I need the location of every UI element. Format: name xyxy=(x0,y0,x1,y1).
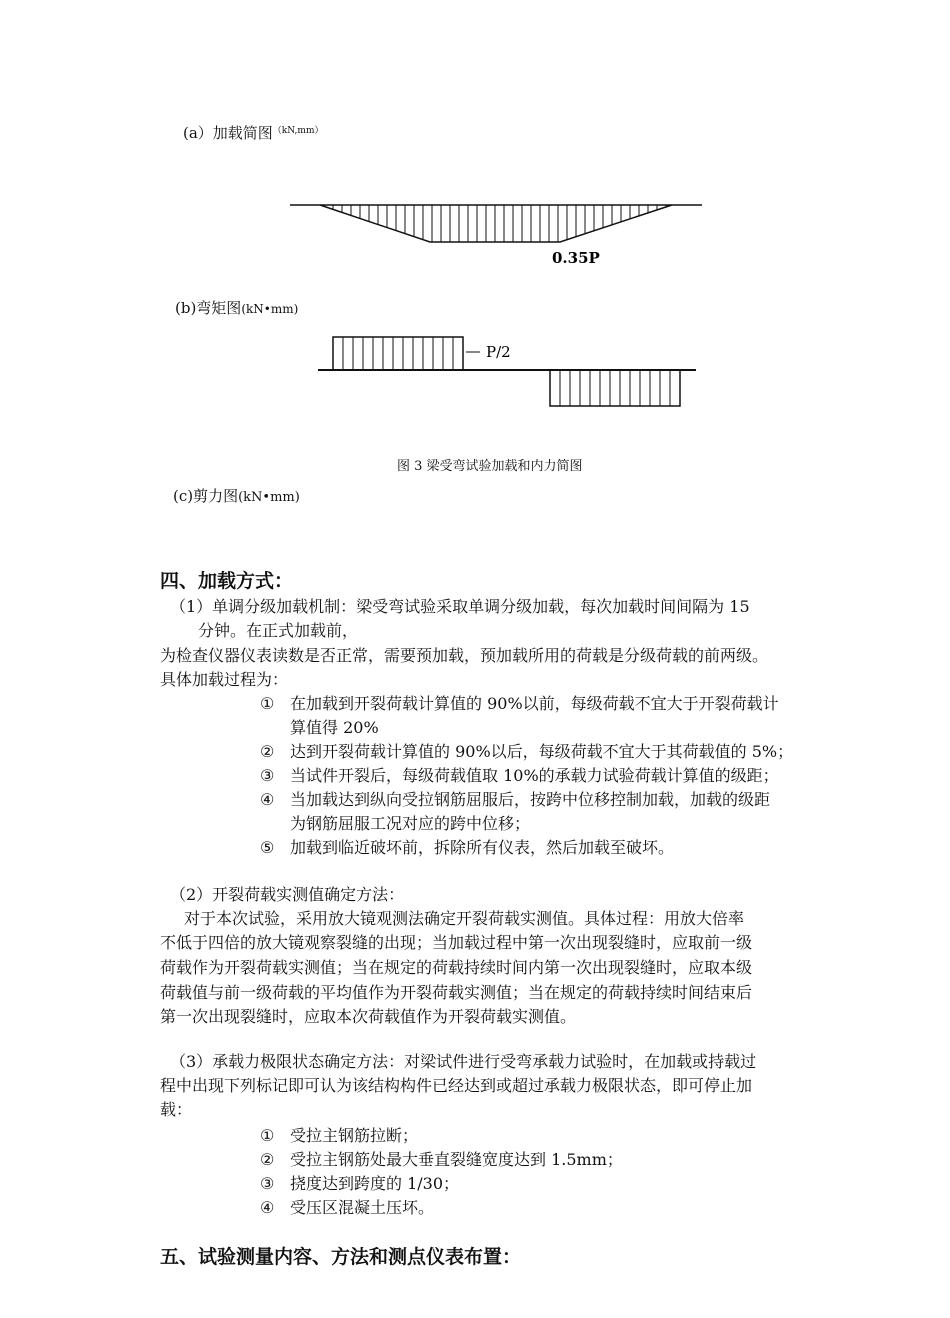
step-1 xyxy=(260,691,779,716)
moment-diagram xyxy=(280,190,720,280)
caption-a-unit: （kN,mm） xyxy=(272,126,324,136)
section4-heading: 四、加载方式： xyxy=(160,570,294,592)
step-1-num: ① xyxy=(260,694,275,713)
p2-line-2: 不低于四倍的放大镜观察裂缝的出现；当加载过程中第一次出现裂缝时，应取前一级 xyxy=(160,933,753,952)
shear-diagram xyxy=(310,330,710,415)
p2-title: （2）开裂荷载实测值确定方法： xyxy=(170,885,405,904)
limit-4 xyxy=(260,1195,434,1220)
step-1-cont: 算值得 20% xyxy=(290,718,379,737)
p3-line-3: 载： xyxy=(160,1100,193,1119)
step-3-line1: 当试件开裂后，每级荷载值取 10%的承载力试验荷载计算值的级距； xyxy=(290,766,779,785)
shear-hatch-bottom xyxy=(560,370,670,406)
step-2 xyxy=(260,739,793,764)
moment-label: 0.35P xyxy=(552,249,600,267)
limit-2-text: 受拉主钢筋处最大垂直裂缝宽度达到 1.5mm； xyxy=(290,1150,623,1169)
step-4-cont: 为钢筋屈服工况对应的跨中位移； xyxy=(290,814,531,833)
caption-a-text: (a）加载简图 xyxy=(183,124,273,142)
moment-outline xyxy=(320,205,672,242)
p2-line-3: 荷载作为开裂荷载实测值；当在规定的荷载持续时间内第一次出现裂缝时，应取本级 xyxy=(160,958,753,977)
step-5 xyxy=(260,835,674,860)
step-3-num: ③ xyxy=(260,766,275,785)
limit-3-num: ③ xyxy=(260,1174,275,1193)
caption-b-text: (b)弯矩图 xyxy=(175,299,242,317)
limit-1 xyxy=(260,1123,418,1148)
p2-line-4: 荷载值与前一级荷载的平均值作为开裂荷载实测值；当在规定的荷载持续时间结束后 xyxy=(160,983,753,1002)
step-4 xyxy=(260,787,770,812)
caption-c xyxy=(173,485,300,506)
limit-3-text: 挠度达到跨度的 1/30； xyxy=(290,1174,460,1193)
caption-c-text: (c)剪力图 xyxy=(173,487,239,505)
limit-2-num: ② xyxy=(260,1150,275,1169)
limit-2 xyxy=(260,1147,623,1172)
limit-1-num: ① xyxy=(260,1126,275,1145)
limit-1-text: 受拉主钢筋拉断； xyxy=(290,1126,419,1145)
step-3 xyxy=(260,763,779,788)
limit-3 xyxy=(260,1171,459,1196)
section4-p1-line4: 具体加载过程为： xyxy=(160,670,289,689)
p3-line-2: 程中出现下列标记即可认为该结构构件已经达到或超过承载力极限状态，即可停止加 xyxy=(160,1076,753,1095)
shear-hatch-top xyxy=(343,337,453,370)
caption-a xyxy=(183,122,403,142)
shear-label: P/2 xyxy=(486,343,511,361)
p3-line-1: （3）承载力极限状态确定方法：对梁试件进行受弯承载力试验时，在加载或持载过 xyxy=(170,1052,757,1071)
step-1-line1: 在加载到开裂荷载计算值的 90%以前，每级荷载不宜大于开裂荷载计 xyxy=(290,694,779,713)
step-2-num: ② xyxy=(260,742,275,761)
p2-line-5: 第一次出现裂缝时，应取本次荷载值作为开裂荷载实测值。 xyxy=(160,1007,577,1026)
limit-4-text: 受压区混凝土压坏。 xyxy=(290,1198,435,1217)
caption-b xyxy=(175,297,375,317)
caption-b-unit: (kN•mm) xyxy=(241,302,299,316)
step-4-line1: 当加载达到纵向受拉钢筋屈服后，按跨中位移控制加载，加载的级距 xyxy=(290,790,771,809)
step-5-num: ⑤ xyxy=(260,838,275,857)
section4-p1-line2: 分钟。在正式加载前， xyxy=(198,621,359,640)
step-2-line1: 达到开裂荷载计算值的 90%以后，每级荷载不宜大于其荷载值的 5%； xyxy=(290,742,794,761)
figure-title: 图 3 梁受弯试验加载和内力简图 xyxy=(397,459,583,474)
p2-line-1: 对于本次试验，采用放大镜观测法确定开裂荷载实测值。具体过程：用放大倍率 xyxy=(168,909,745,928)
section4-p1-line1: （1）单调分级加载机制：梁受弯试验采取单调分级加载，每次加载时间间隔为 15 xyxy=(170,597,750,616)
step-4-num: ④ xyxy=(260,790,275,809)
section4-p1-line3: 为检查仪器仪表读数是否正常，需要预加载，预加载所用的荷载是分级荷载的前两级。 xyxy=(160,646,769,665)
section5-heading: 五、试验测量内容、方法和测点仪表布置： xyxy=(160,1246,522,1268)
limit-4-num: ④ xyxy=(260,1198,275,1217)
caption-c-unit: (kN•mm) xyxy=(238,490,300,505)
step-5-line1: 加载到临近破坏前，拆除所有仪表，然后加载至破坏。 xyxy=(290,838,675,857)
